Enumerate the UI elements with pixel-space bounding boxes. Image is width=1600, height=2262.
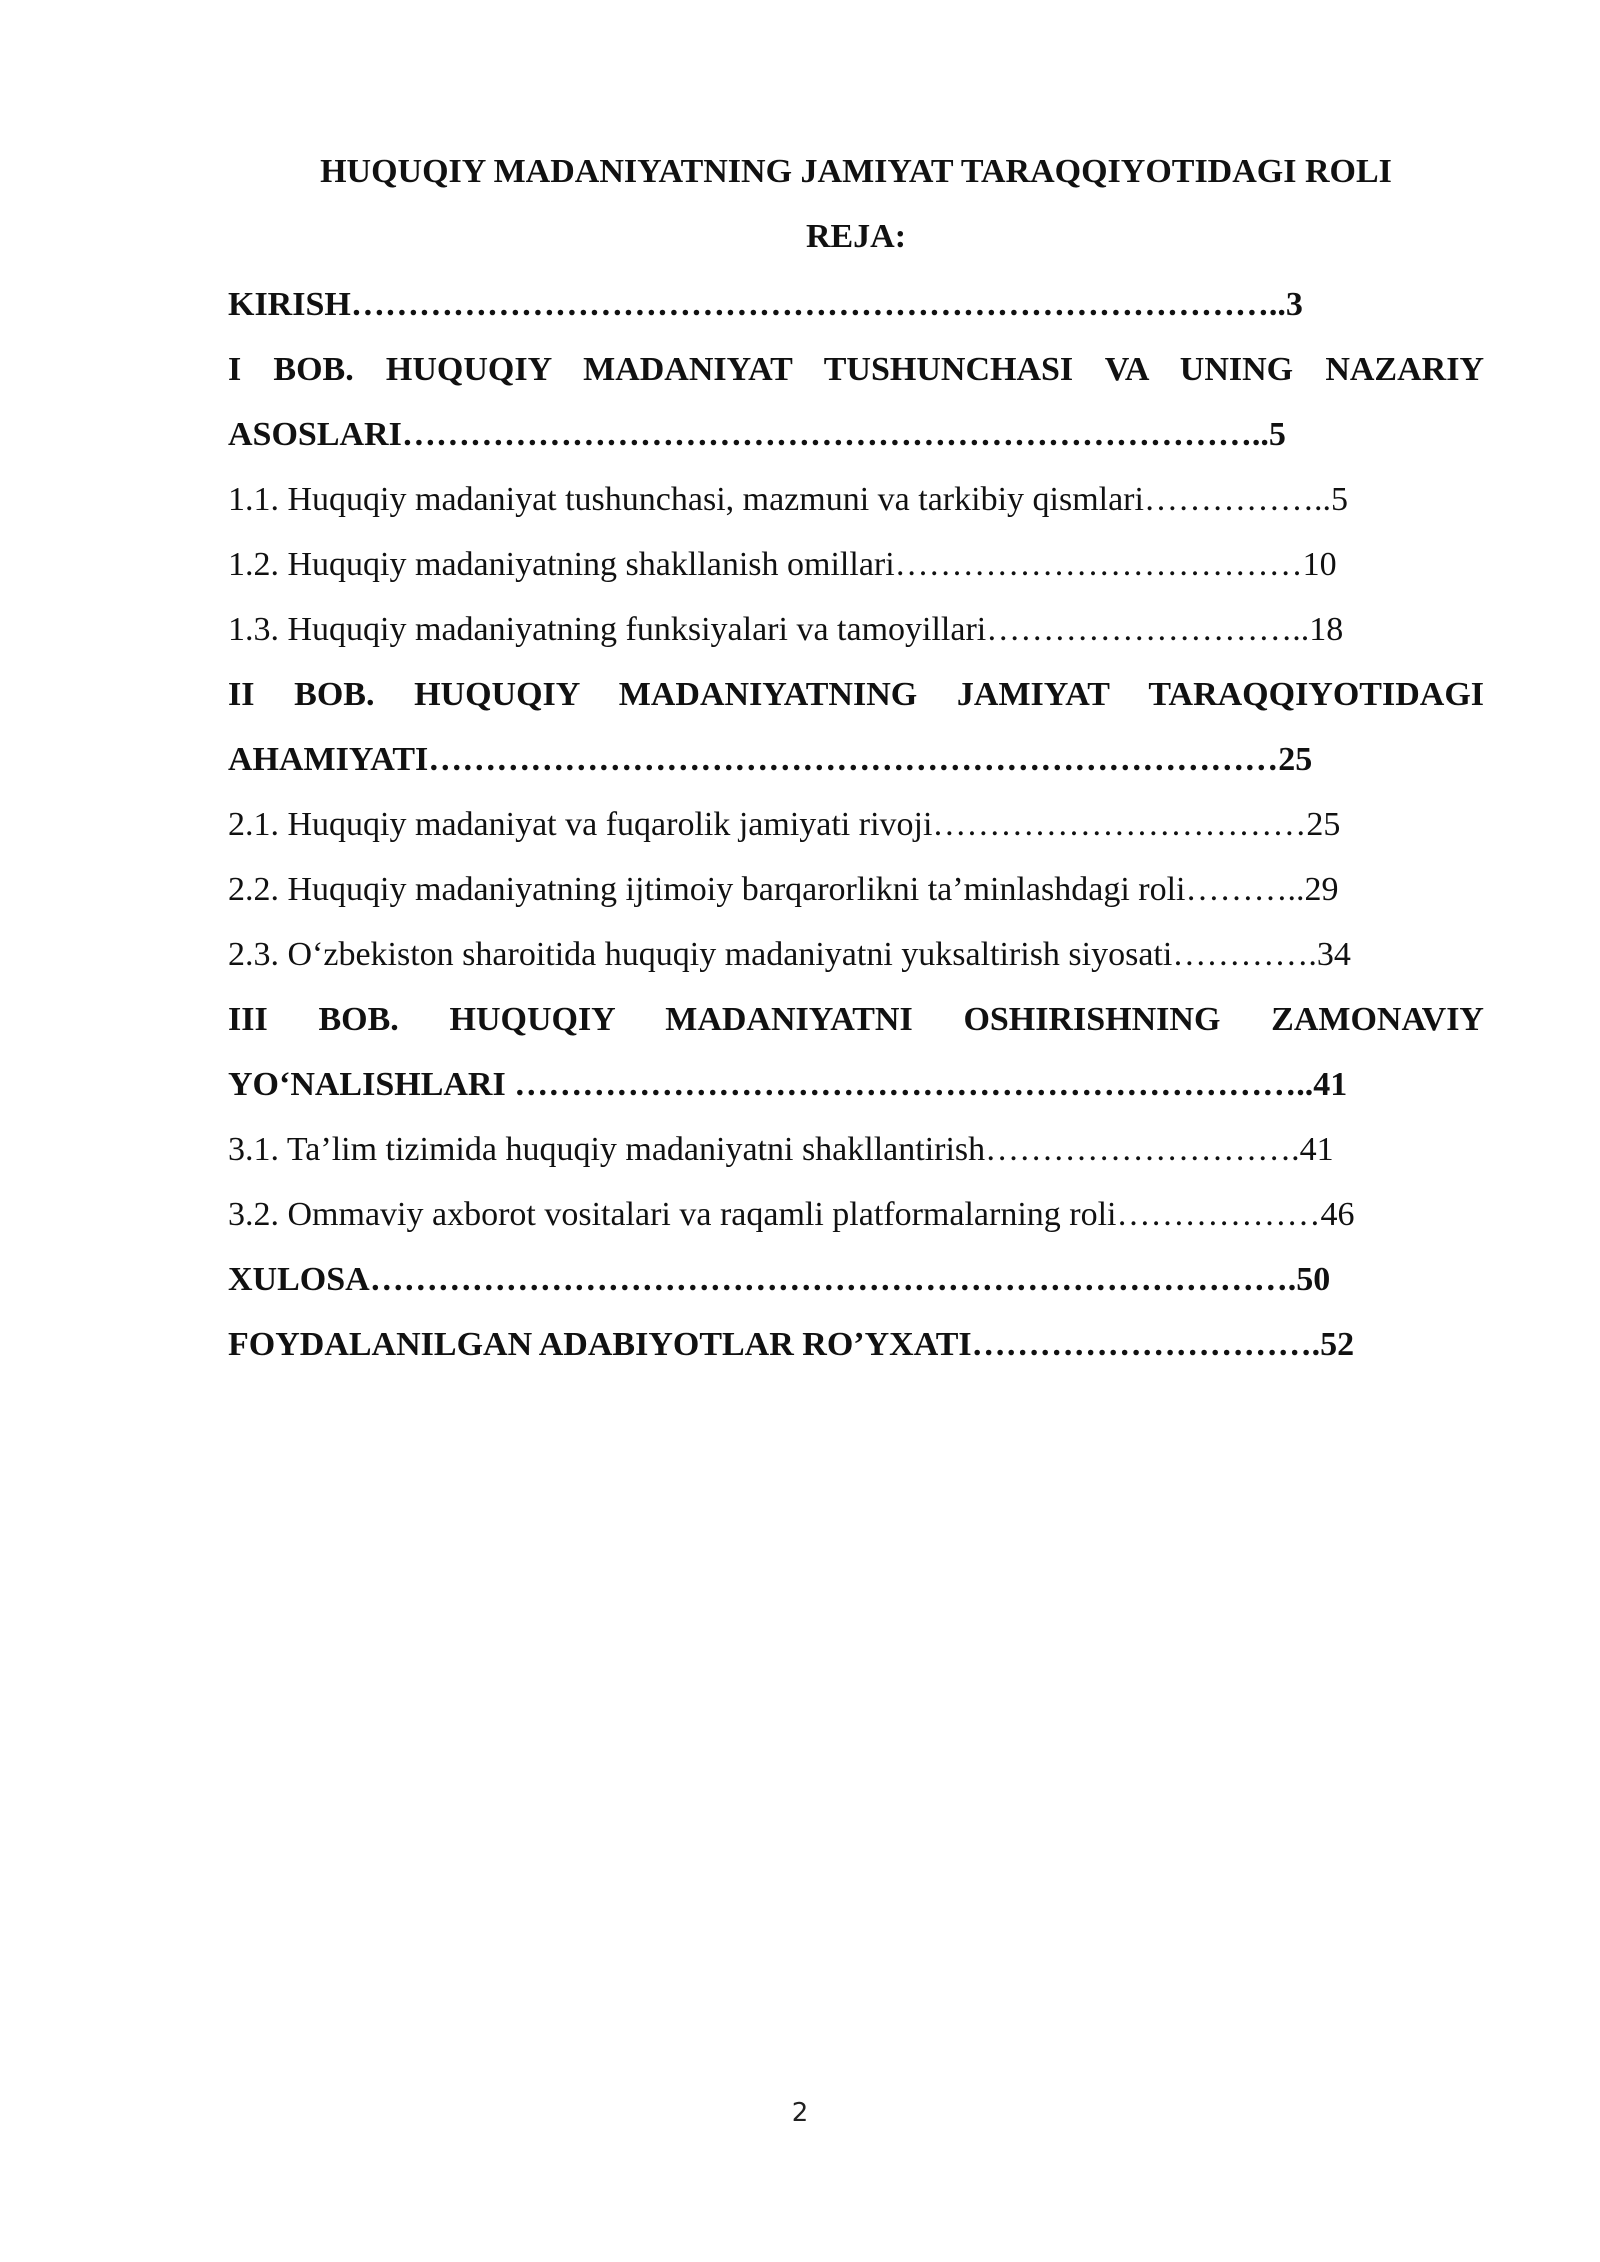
toc-entry-chapter-1-line-1: I BOB. HUQUQIY MADANIYAT TUSHUNCHASI VA UNING NAZARIY	[228, 351, 1484, 388]
toc-entry-introduction: KIRISH………………………………………………………………………..3	[228, 286, 1303, 323]
toc-entry-chapter-2-line-1: II BOB. HUQUQIY MADANIYATNING JAMIYAT TARAQQIYOTIDAGI	[228, 676, 1484, 713]
toc-entry-chapter-1-line-2: ASOSLARI…………………………………………………………………..5	[228, 416, 1286, 453]
toc-entry-references: FOYDALANILGAN ADABIYOTLAR RO’YXATI………………………….52	[228, 1326, 1355, 1363]
toc-entry-chapter-3-line-1: III BOB. HUQUQIY MADANIYATNI OSHIRISHNING ZAMONAVIY	[228, 1001, 1484, 1038]
toc-entry-chapter-2-line-2: AHAMIYATI…………………………………………………………………25	[228, 741, 1313, 778]
table-of-contents	[228, 282, 1484, 1387]
plan-heading: REJA:	[805, 218, 907, 255]
toc-entry-section-2-1: 2.1. Huquqiy madaniyat va fuqarolik jamiyati rivoji……………………………25	[228, 806, 1341, 843]
toc-entry-section-2-2: 2.2. Huquqiy madaniyatning ijtimoiy barqarorlikni ta’minlashdagi roli………..29	[228, 871, 1339, 908]
toc-entry-section-1-1: 1.1. Huquqiy madaniyat tushunchasi, mazmuni va tarkibiy qismlari……………..5	[228, 481, 1348, 518]
page-number: 2	[791, 2098, 809, 2128]
toc-entry-chapter-3-line-2: YO‘NALISHLARI ……………………………………………………………..41	[228, 1066, 1348, 1103]
toc-entry-section-1-2: 1.2. Huquqiy madaniyatning shakllanish omillari………………………………10	[228, 546, 1337, 583]
toc-entry-section-3-2: 3.2. Ommaviy axborot vositalari va raqamli platformalarning roli………………46	[228, 1196, 1355, 1233]
toc-entry-section-1-3: 1.3. Huquqiy madaniyatning funksiyalari va tamoyillari………………………..18	[228, 611, 1344, 648]
toc-entry-section-3-1: 3.1. Ta’lim tizimida huquqiy madaniyatni shakllantirish……………………….41	[228, 1131, 1334, 1168]
toc-entry-conclusion: XULOSA……………………………………………………………………….50	[228, 1261, 1331, 1298]
toc-entry-section-2-3: 2.3. O‘zbekiston sharoitida huquqiy madaniyatni yuksaltirish siyosati………….34	[228, 936, 1351, 973]
document-title: HUQUQIY MADANIYATNING JAMIYAT TARAQQIYOTIDAGI ROLI	[320, 153, 1392, 190]
